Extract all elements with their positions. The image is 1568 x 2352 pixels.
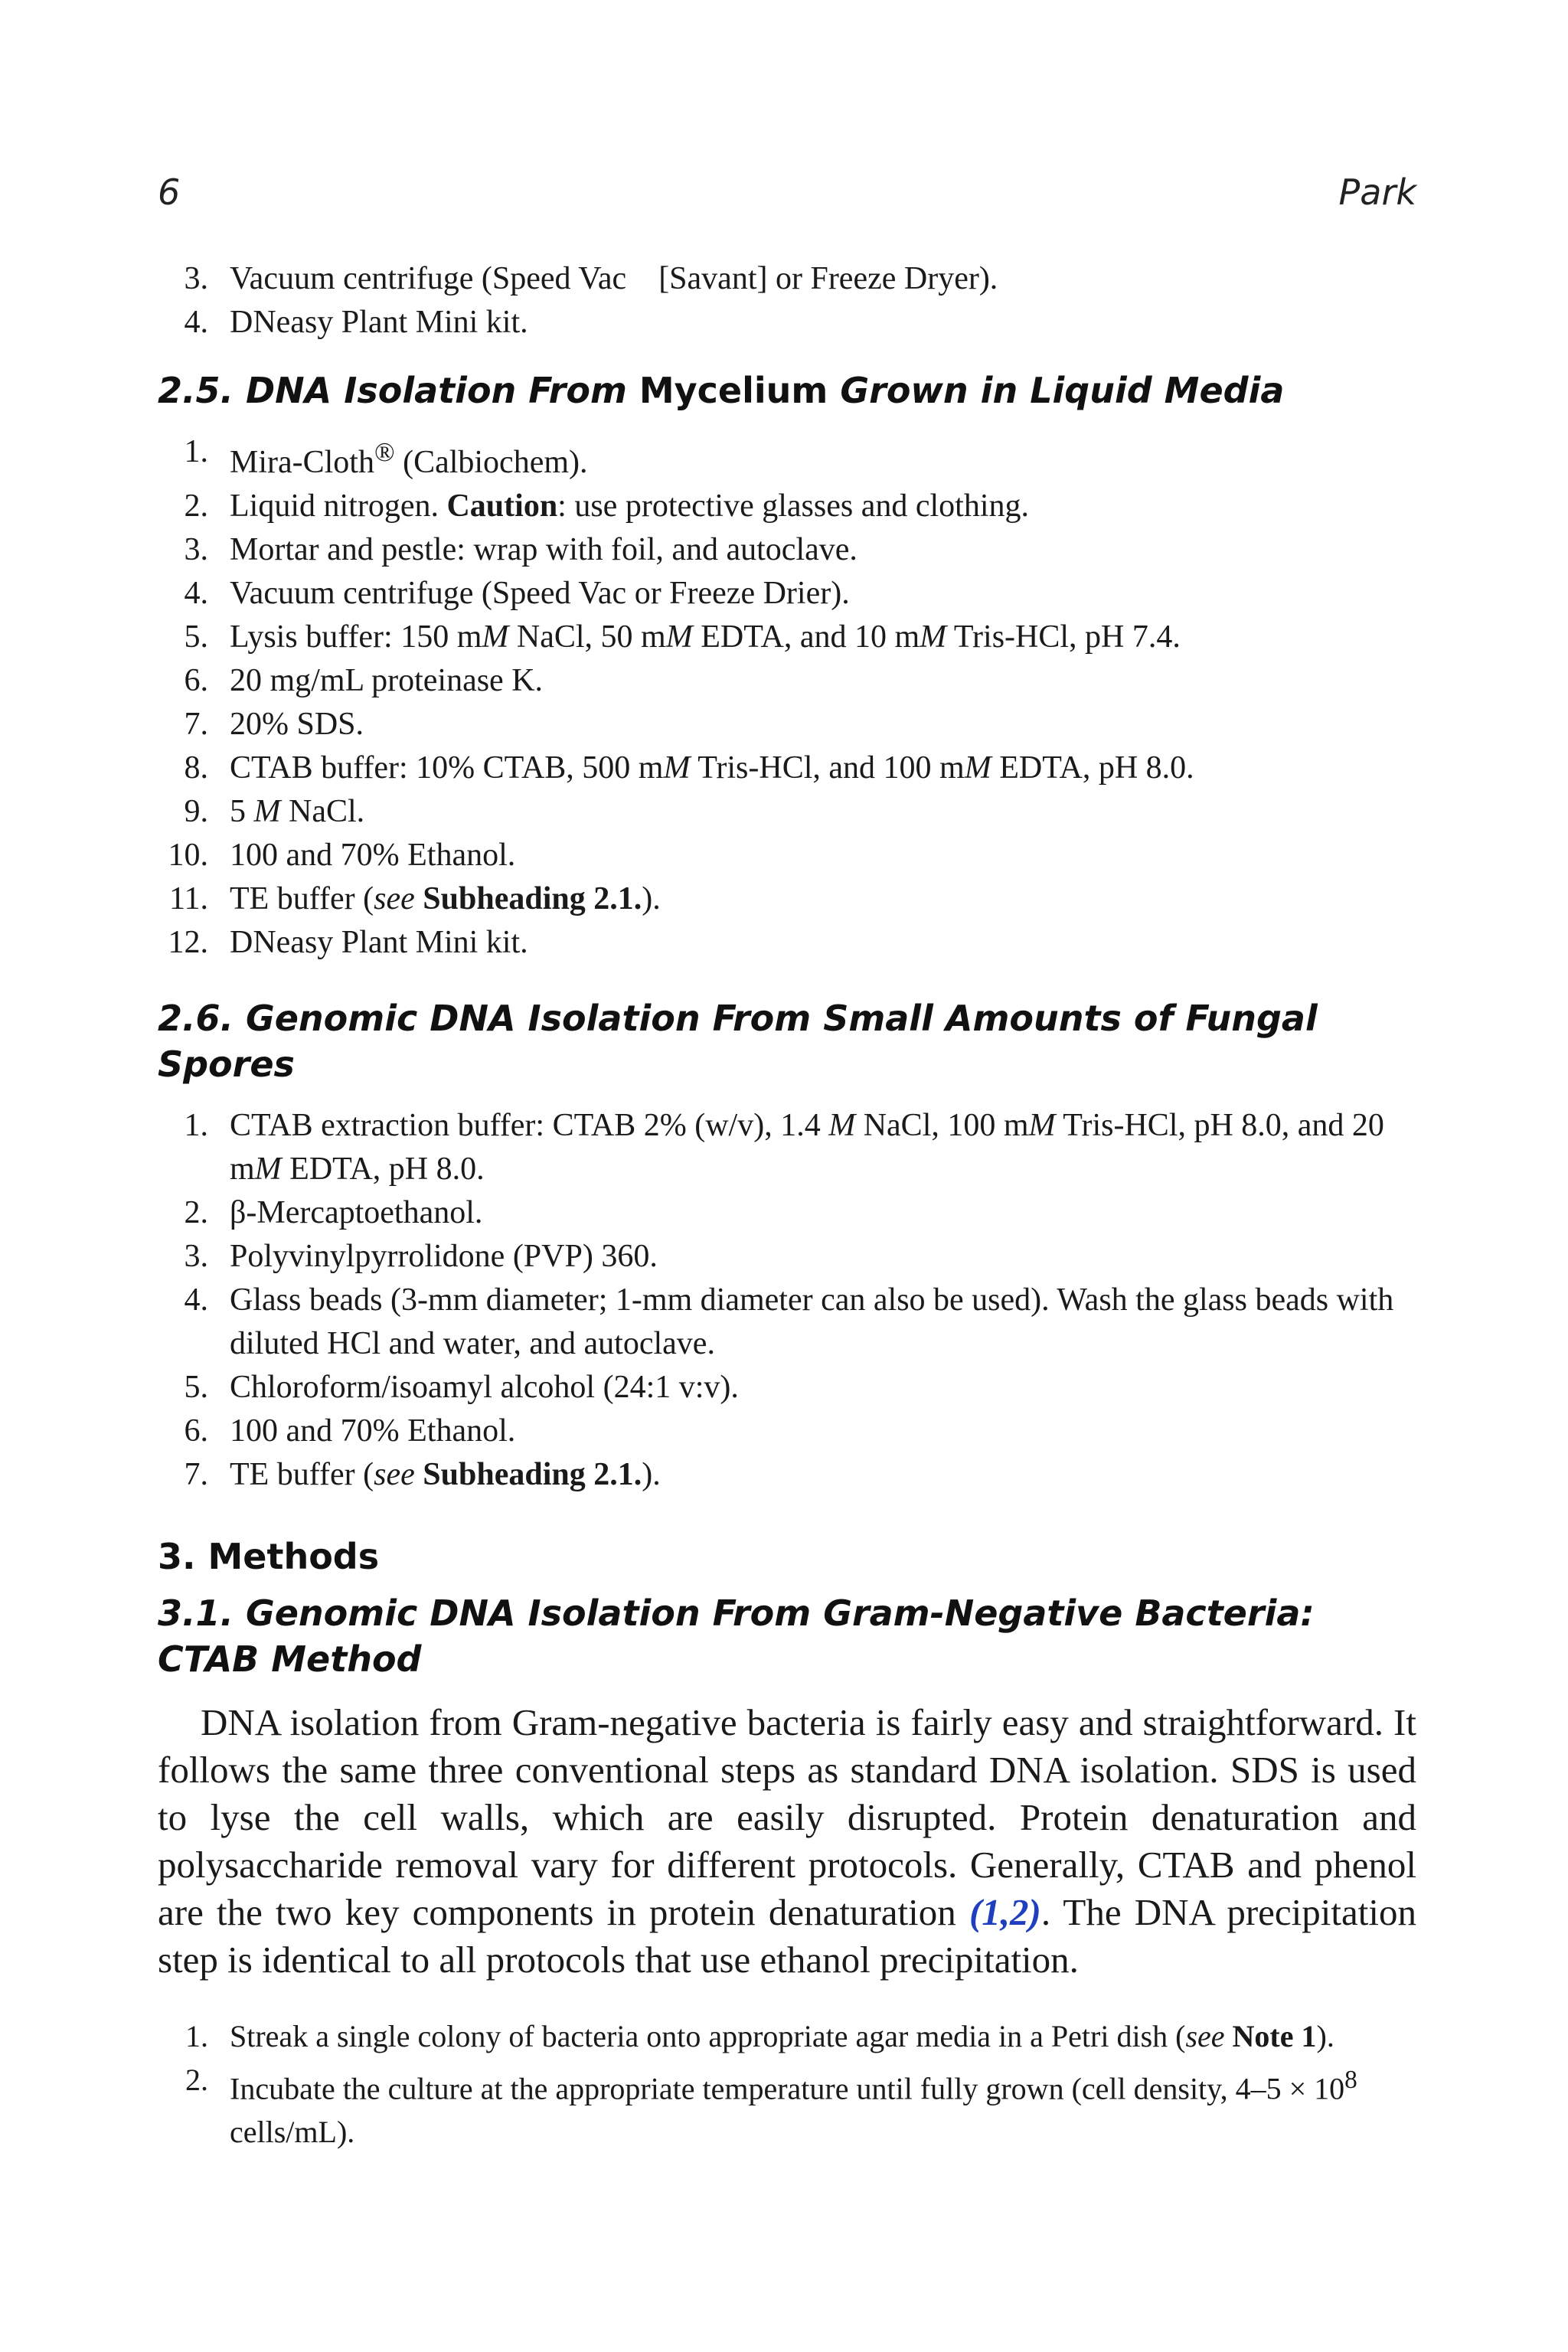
page-content — [158, 257, 1416, 2154]
list-item: 2. Liquid nitrogen. Caution: use protective glasses and clothing. — [184, 488, 1030, 524]
list-item: 1. CTAB extraction buffer: CTAB 2% (w/v), 1.4 M NaCl, 100 mM Tris-HCl, pH 8.0, and 20 mM EDTA, pH 8.0. — [184, 1108, 1384, 1187]
materials-list-2-6 — [158, 1104, 1416, 1497]
list-item: 4. DNeasy Plant Mini kit. — [184, 305, 528, 340]
list-item: 11. TE buffer (see Subheading 2.1.). — [169, 881, 661, 916]
list-item: 4. Glass beads (3-mm diameter; 1-mm diameter can also be used). Wash the glass beads with diluted HCl and water, and autoclave. — [184, 1282, 1394, 1361]
author-name: Park — [1338, 172, 1416, 213]
list-item: 12. DNeasy Plant Mini kit. — [168, 925, 528, 960]
list-item: 3. Vacuum centrifuge (Speed Vac [Savant] or Freeze Dryer). — [184, 261, 998, 296]
list-item: 6. 100 and 70% Ethanol. — [184, 1413, 516, 1449]
subheading-3-1: 3.1. Genomic DNA Isolation From Gram-Negative Bacteria: CTAB Method — [158, 1592, 1315, 1680]
procedure-steps — [158, 2014, 1416, 2154]
list-item: 2. Incubate the culture at the appropriate temperature until fully grown (cell density, $4-5 \times 10^8$ cells/mL). — [185, 2063, 1357, 2150]
list-item: 4. Vacuum centrifuge (Speed Vac or Freeze Drier). — [184, 576, 850, 611]
list-item: 8. CTAB buffer: 10% CTAB, 500 mM Tris-HCl, and 100 mM EDTA, pH 8.0. — [184, 750, 1194, 786]
list-item: 6. 20 mg/mL proteinase K. — [184, 663, 544, 698]
subheading-2-6: 2.6. Genomic DNA Isolation From Small Amounts of Fungal Spores — [158, 998, 1318, 1085]
list-item: 1. Mira-Cloth® (Calbiochem). — [184, 434, 588, 480]
materials-list-continued — [158, 257, 1416, 345]
running-head — [158, 172, 1416, 213]
list-item: 5. Chloroform/isoamyl alcohol (24:1 v:v). — [184, 1370, 739, 1405]
subheading-2-5: 2.5. DNA Isolation From Mycelium Grown in Liquid Media — [158, 370, 1285, 411]
materials-list-2-5 — [158, 430, 1416, 965]
citation-link-2[interactable]: 2 — [1010, 1891, 1029, 1933]
list-item: 10. 100 and 70% Ethanol. — [168, 838, 516, 873]
list-item: 7. TE buffer (see Subheading 2.1.). — [184, 1457, 661, 1492]
list-item: 1. Streak a single colony of bacteria onto appropriate agar media in a Petri dish (see Note 1). — [185, 2019, 1334, 2053]
list-item: 9. 5 M NaCl. — [184, 794, 365, 829]
list-item: 7. 20% SDS. — [184, 707, 364, 742]
page-number: 6 — [158, 172, 181, 213]
list-item: 5. Lysis buffer: 150 mM NaCl, 50 mM EDTA, and 10 mM Tris-HCl, pH 7.4. — [184, 619, 1181, 655]
body-paragraph: DNA isolation from Gram-negative bacteria is fairly easy and straightforward. It follows the same three conventional steps as standard DNA isolation. SDS is used to lyse the cell walls, which are easily disrupted. Protein denaturation and polysaccharide removal vary for different protocols. Generally, CTAB and phenol are the two key components in protein denaturation (1,2). The DNA precipitation step is identical to all protocols that use ethanol precipitation. — [158, 1701, 1416, 1981]
list-item: 3. Mortar and pestle: wrap with foil, and autoclave. — [184, 532, 858, 567]
list-item: 3. Polyvinylpyrrolidone (PVP) 360. — [184, 1239, 658, 1274]
list-item: 2. β-Mercaptoethanol. — [184, 1195, 483, 1230]
citation: (1,2) — [969, 1891, 1041, 1933]
section-heading-methods: 3. Methods — [158, 1536, 380, 1577]
citation-link-1[interactable]: 1 — [982, 1891, 1001, 1933]
